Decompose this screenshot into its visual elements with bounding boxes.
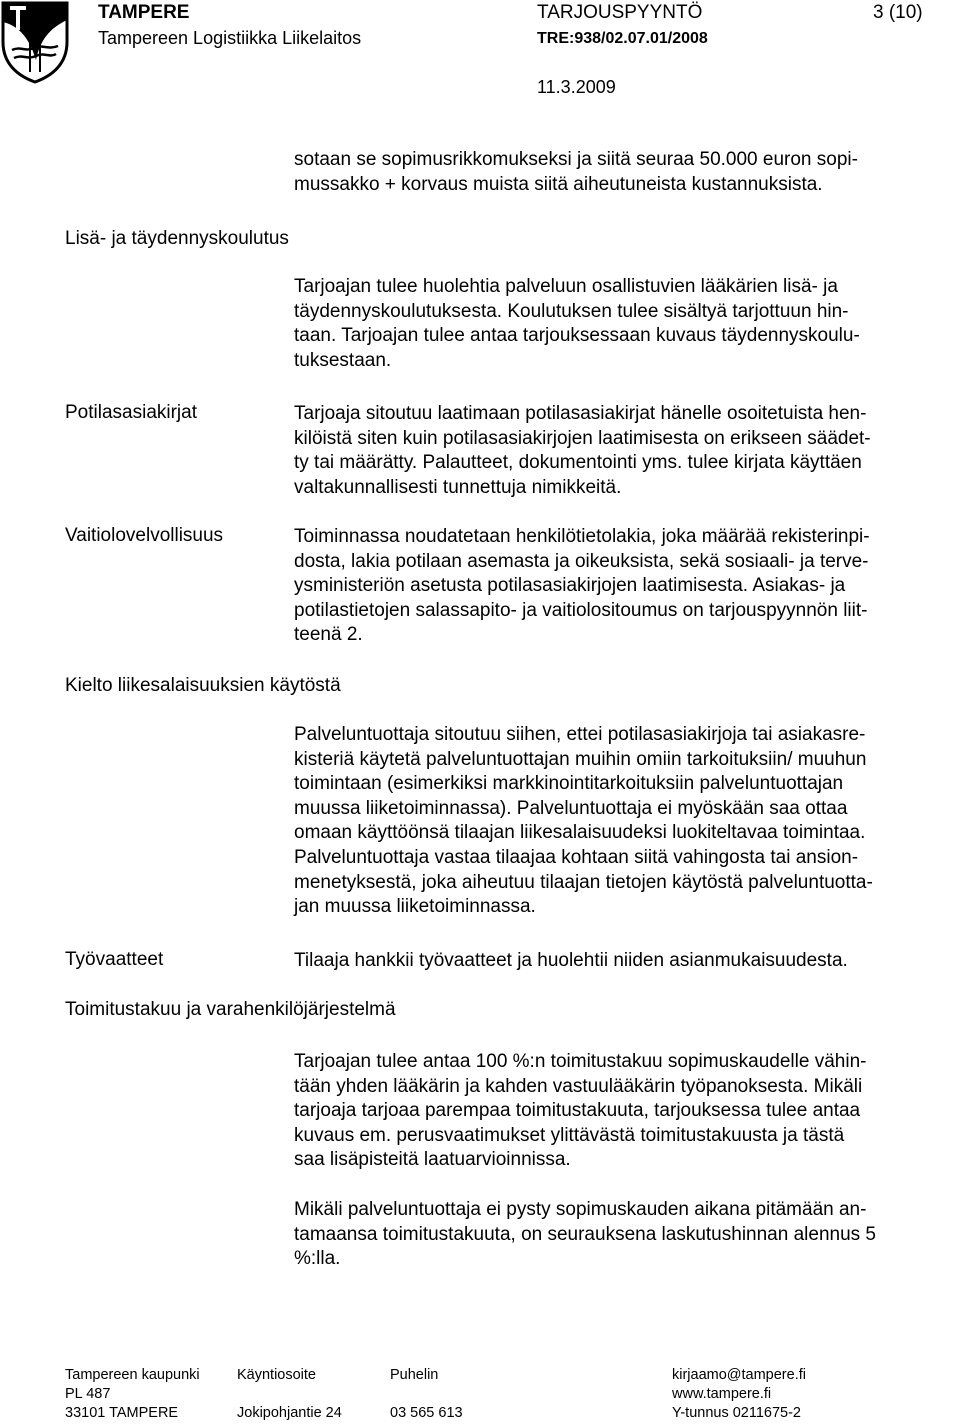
text-line: toimintaan (esimerkiksi markkinointitarkoituksiin palveluntuottajan bbox=[294, 773, 844, 795]
text-line: Toiminnassa noudatetaan henkilötietolakia, joka määrää rekisterinpi- bbox=[294, 526, 870, 547]
trade-secret-text bbox=[294, 723, 873, 920]
records-heading: Potilasasiakirjat bbox=[65, 402, 197, 423]
confidentiality-heading: Vaitiolovelvollisuus bbox=[65, 525, 224, 546]
text-line: kisteriä käytetä palveluntuottajan muihin omiin tarkoituksiin/ muuhun bbox=[294, 748, 867, 770]
text-line: kuvaus em. perusvaatimukset ylittävästä toimitustakuusta ja tästä bbox=[294, 1124, 845, 1146]
training-text bbox=[294, 275, 860, 373]
text-line: omaan käyttöönsä tilaajan liikesalaisuudeksi luokiteltavaa toimintaa. bbox=[294, 822, 866, 844]
continuation-text bbox=[294, 148, 858, 197]
text-line: %:lla. bbox=[294, 1248, 341, 1270]
text-line: muussa liiketoiminnassa). Palveluntuottaja ei myöskään saa ottaa bbox=[294, 797, 848, 819]
text-line: mussakko + korvaus muista siitä aiheutuneista kustannuksista. bbox=[294, 173, 823, 195]
text-line: saa lisäpisteitä laatuarvioinnissa. bbox=[294, 1149, 571, 1171]
delivery-heading: Toimitustakuu ja varahenkilöjärjestelmä bbox=[65, 999, 396, 1020]
training-heading: Lisä- ja täydennyskoulutus bbox=[65, 228, 289, 249]
text-line: dosta, lakia potilaan asemasta ja oikeuksista, sekä sosiaali- ja terve- bbox=[294, 550, 869, 572]
footer-postal: 33101 TAMPERE bbox=[65, 1405, 179, 1421]
doc-reference: TRE:938/02.07.01/2008 bbox=[537, 30, 708, 47]
text-line: ty tai määrätty. Palautteet, dokumentointi yms. tulee kirjata käyttäen bbox=[294, 452, 862, 474]
footer-address-label: Käyntiosoite bbox=[237, 1367, 316, 1383]
text-line: Mikäli palveluntuottaja ei pysty sopimuskauden aikana pitämään an- bbox=[294, 1199, 867, 1220]
text-line: jan muussa liiketoiminnassa. bbox=[294, 896, 536, 918]
footer-website-link[interactable]: www.tampere.fi bbox=[672, 1386, 772, 1402]
text-line: tuksestaan. bbox=[294, 349, 392, 371]
text-line: menetyksestä, joka aiheutuu tilaajan tietojen käytöstä palveluntuotta- bbox=[294, 871, 873, 893]
text-line: tarjoaja tarjoaa parempaa toimitustakuuta, tarjouksessa tulee antaa bbox=[294, 1100, 861, 1122]
text-line: potilastietojen salassapito- ja vaitiolositoumus on tarjouspyynnön liit- bbox=[294, 599, 868, 621]
records-text bbox=[294, 402, 871, 500]
trade-secret-heading: Kielto liikesalaisuuksien käytöstä bbox=[65, 675, 341, 696]
text-line: ysministeriön asetusta potilasasiakirjojen laatimisesta. Asiakas- ja bbox=[294, 575, 846, 597]
footer-business-id: Y-tunnus 0211675-2 bbox=[672, 1405, 801, 1421]
text-line: sotaan se sopimusrikkomukseksi ja siitä seuraa 50.000 euron sopi- bbox=[294, 149, 858, 170]
tampere-coat-of-arms-logo bbox=[0, 0, 70, 84]
workwear-heading: Työvaatteet bbox=[65, 949, 164, 970]
text-line: taan. Tarjoajan tulee antaa tarjouksessaan kuvaus täydennyskoulu- bbox=[294, 325, 860, 347]
delivery-text-1 bbox=[294, 1050, 866, 1173]
footer-phone-label: Puhelin bbox=[390, 1367, 439, 1383]
footer-address: Jokipohjantie 24 bbox=[237, 1405, 342, 1421]
text-line: Tarjoaja sitoutuu laatimaan potilasasiakirjat hänelle osoitetuista hen- bbox=[294, 403, 867, 424]
text-line: kilöistä siten kuin potilasasiakirjojen laatimisesta on erikseen säädet- bbox=[294, 427, 871, 449]
text-line: Tarjoajan tulee huolehtia palveluun osallistuvien lääkärien lisä- ja bbox=[294, 276, 838, 297]
footer-phone: 03 565 613 bbox=[390, 1405, 463, 1421]
text-line: Tarjoajan tulee antaa 100 %:n toimitustakuu sopimuskaudelle vähin- bbox=[294, 1051, 867, 1072]
org-name: TAMPERE bbox=[98, 2, 190, 23]
page-number: 3 (10) bbox=[873, 2, 923, 23]
doc-type: TARJOUSPYYNTÖ bbox=[537, 2, 703, 23]
workwear-text: Tilaaja hankkii työvaatteet ja huolehtii niiden asianmukaisuudesta. bbox=[294, 950, 848, 971]
footer-org: Tampereen kaupunki bbox=[65, 1367, 200, 1383]
footer-po-box: PL 487 bbox=[65, 1386, 111, 1402]
text-line: täydennyskoulutuksesta. Koulutuksen tulee sisältyä tarjottuun hin- bbox=[294, 300, 849, 322]
text-line: teenä 2. bbox=[294, 624, 363, 646]
confidentiality-text bbox=[294, 525, 870, 648]
delivery-text-2 bbox=[294, 1198, 876, 1272]
text-line: Palveluntuottaja sitoutuu siihen, ettei potilasasiakirjoja tai asiakasre- bbox=[294, 724, 866, 745]
text-line: valtakunnallisesti tunnettuja nimikkeitä. bbox=[294, 476, 622, 498]
text-line: tään yhden lääkärin ja kahden vastuulääkärin työpanoksesta. Mikäli bbox=[294, 1075, 863, 1097]
text-line: tamaansa toimitustakuuta, on seurauksena laskutushinnan alennus 5 bbox=[294, 1223, 876, 1245]
text-line: Palveluntuottaja vastaa tilaajaa kohtaan siitä vahingosta tai ansion- bbox=[294, 846, 859, 868]
org-unit: Tampereen Logistiikka Liikelaitos bbox=[98, 28, 362, 48]
footer-email-link[interactable]: kirjaamo@tampere.fi bbox=[672, 1367, 806, 1383]
document-date: 11.3.2009 bbox=[537, 77, 616, 97]
